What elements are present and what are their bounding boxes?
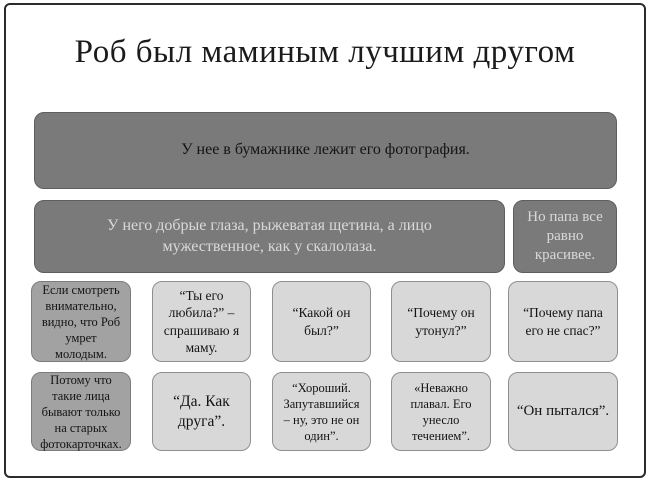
box-papa-handsomer: Но папа все равно красивее. xyxy=(513,200,617,273)
box-rob-die-young: Если смотреть внимательно, видно, что Роб умрет молодым. xyxy=(31,281,131,362)
box-answer-poor-swimmer: «Неважно плавал. Его унесло течением”. xyxy=(391,372,491,451)
box-answer-good-confused: “Хороший. Запутавшийся – ну, это не он один”. xyxy=(272,372,371,451)
box-photo: У нее в бумажнике лежит его фотография. xyxy=(34,112,617,189)
box-question-loved: “Ты его любила?” – спрашиваю я маму. xyxy=(152,281,251,362)
slide-title: Роб был маминым лучшим другом xyxy=(74,34,576,70)
box-old-photos: Потому что такие лица бывают только на старых фотокарточках. xyxy=(31,372,131,451)
box-question-why-not-saved: “Почему папа его не спас?” xyxy=(508,281,618,362)
box-answer-he-tried: “Он пытался”. xyxy=(508,372,618,451)
box-description: У него добрые глаза, рыжеватая щетина, а лицо мужественное, как у скалолаза. xyxy=(34,200,505,273)
box-question-what-was-he: “Какой он был?” xyxy=(272,281,371,362)
box-question-why-drowned: “Почему он утонул?” xyxy=(391,281,491,362)
box-answer-as-friend: “Да. Как друга”. xyxy=(152,372,251,451)
